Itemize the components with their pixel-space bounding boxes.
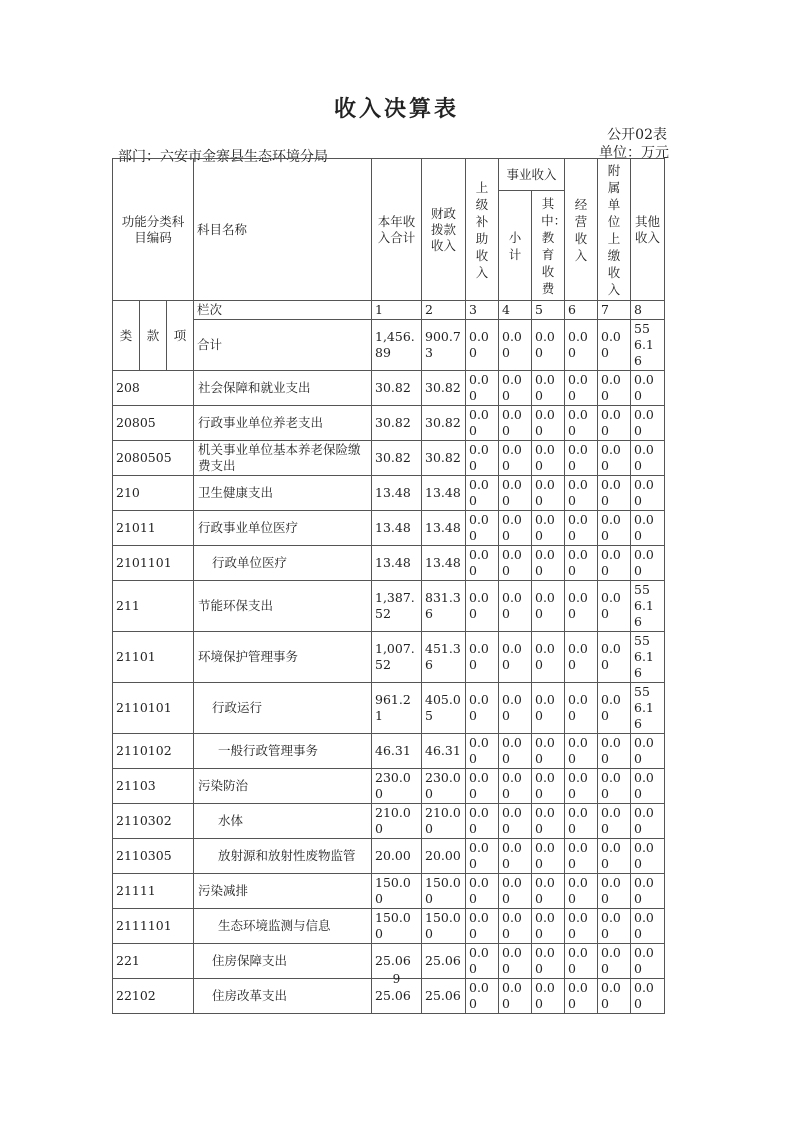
department-label: 部门：六安市金寨县生态环境分局	[118, 149, 328, 165]
row-value: 0.00	[598, 874, 631, 909]
col-num: 2	[422, 301, 466, 320]
other-header: 其他收入	[631, 159, 665, 301]
row-value: 0.00	[631, 769, 665, 804]
row-code: 2110101	[113, 683, 194, 734]
row-value: 0.00	[565, 511, 598, 546]
row-value: 0.00	[598, 546, 631, 581]
row-value: 0.00	[466, 734, 499, 769]
row-value: 0.00	[631, 909, 665, 944]
row-value: 0.00	[598, 632, 631, 683]
row-name: 行政事业单位养老支出	[194, 406, 372, 441]
table-row	[113, 804, 665, 839]
row-value: 13.48	[372, 546, 422, 581]
unit-label: 单位：万元	[599, 145, 669, 161]
page-title: 收入决算表	[333, 96, 459, 122]
affiliated-header: 附属单位上缴收入	[598, 159, 631, 301]
edu-header: 其中：教育收费	[532, 191, 565, 301]
row-value: 30.82	[372, 406, 422, 441]
row-value: 1,007.52	[372, 632, 422, 683]
row-value: 150.00	[372, 874, 422, 909]
row-value: 0.00	[532, 874, 565, 909]
row-value: 30.82	[372, 441, 422, 476]
total-cell: 0.00	[499, 320, 532, 371]
row-value: 0.00	[598, 979, 631, 1014]
table-row	[113, 909, 665, 944]
row-value: 556.16	[631, 632, 665, 683]
row-value: 0.00	[532, 476, 565, 511]
row-value: 0.00	[499, 839, 532, 874]
row-value: 0.00	[466, 476, 499, 511]
superior-header: 上级补助收入	[466, 159, 499, 301]
row-value: 0.00	[499, 546, 532, 581]
row-value: 0.00	[565, 839, 598, 874]
row-value: 0.00	[466, 979, 499, 1014]
col-num: 1	[372, 301, 422, 320]
row-value: 0.00	[631, 804, 665, 839]
row-value: 0.00	[532, 511, 565, 546]
row-value: 0.00	[466, 632, 499, 683]
row-value: 0.00	[598, 406, 631, 441]
row-value: 0.00	[499, 804, 532, 839]
row-value: 0.00	[631, 874, 665, 909]
row-value: 0.00	[499, 371, 532, 406]
total-cell: 0.00	[532, 320, 565, 371]
row-value: 30.82	[422, 406, 466, 441]
row-value: 25.06	[372, 979, 422, 1014]
col-num: 8	[631, 301, 665, 320]
row-value: 0.00	[631, 371, 665, 406]
row-value: 0.00	[565, 476, 598, 511]
row-value: 25.06	[422, 979, 466, 1014]
row-value: 0.00	[499, 944, 532, 979]
row-value: 0.00	[532, 546, 565, 581]
row-value: 0.00	[631, 476, 665, 511]
code-header: 功能分类科目编码	[113, 159, 194, 301]
row-value: 46.31	[422, 734, 466, 769]
row-value: 0.00	[565, 441, 598, 476]
row-name: 污染减排	[194, 874, 372, 909]
table-row	[113, 511, 665, 546]
row-code: 21101	[113, 632, 194, 683]
row-value: 0.00	[598, 734, 631, 769]
row-value: 0.00	[565, 979, 598, 1014]
row-value: 0.00	[499, 909, 532, 944]
row-value: 0.00	[466, 371, 499, 406]
row-value: 0.00	[499, 581, 532, 632]
row-name: 一般行政管理事务	[194, 734, 372, 769]
row-name: 节能环保支出	[194, 581, 372, 632]
row-name: 生态环境监测与信息	[194, 909, 372, 944]
row-name: 行政单位医疗	[194, 546, 372, 581]
operating-header: 经营收入	[565, 159, 598, 301]
row-value: 0.00	[565, 406, 598, 441]
row-value: 0.00	[598, 476, 631, 511]
name-header: 科目名称	[194, 159, 372, 301]
row-value: 0.00	[565, 581, 598, 632]
row-code: 2110102	[113, 734, 194, 769]
table-row	[113, 769, 665, 804]
row-code: 20805	[113, 406, 194, 441]
row-code: 211	[113, 581, 194, 632]
total-cell: 0.00	[598, 320, 631, 371]
row-value: 0.00	[532, 581, 565, 632]
row-value: 0.00	[499, 476, 532, 511]
table-row	[113, 371, 665, 406]
row-value: 0.00	[631, 979, 665, 1014]
total-cell: 900.73	[422, 320, 466, 371]
row-value: 0.00	[631, 441, 665, 476]
row-value: 0.00	[598, 804, 631, 839]
row-name: 水体	[194, 804, 372, 839]
row-value: 0.00	[631, 839, 665, 874]
row-name: 社会保障和就业支出	[194, 371, 372, 406]
table-row	[113, 839, 665, 874]
row-value: 405.05	[422, 683, 466, 734]
income-table	[112, 158, 665, 1014]
row-value: 0.00	[565, 632, 598, 683]
table-row	[113, 476, 665, 511]
table-row	[113, 632, 665, 683]
total-cell: 1,456.89	[372, 320, 422, 371]
row-value: 0.00	[532, 734, 565, 769]
row-code: 210	[113, 476, 194, 511]
lei-header: 类	[113, 301, 140, 371]
row-value: 0.00	[499, 441, 532, 476]
row-value: 0.00	[499, 511, 532, 546]
row-value: 30.82	[422, 371, 466, 406]
row-value: 0.00	[565, 769, 598, 804]
col-num: 7	[598, 301, 631, 320]
row-value: 0.00	[466, 683, 499, 734]
row-value: 30.82	[422, 441, 466, 476]
col-num: 6	[565, 301, 598, 320]
row-value: 210.00	[422, 804, 466, 839]
row-value: 0.00	[598, 581, 631, 632]
row-value: 150.00	[422, 874, 466, 909]
row-value: 0.00	[532, 909, 565, 944]
row-code: 2110305	[113, 839, 194, 874]
row-code: 221	[113, 944, 194, 979]
row-value: 46.31	[372, 734, 422, 769]
row-value: 0.00	[466, 804, 499, 839]
row-name: 行政运行	[194, 683, 372, 734]
row-value: 0.00	[631, 406, 665, 441]
row-value: 20.00	[372, 839, 422, 874]
row-value: 556.16	[631, 581, 665, 632]
row-value: 0.00	[631, 546, 665, 581]
table-row	[113, 406, 665, 441]
row-code: 21111	[113, 874, 194, 909]
table-row	[113, 874, 665, 909]
lanci-label: 栏次	[194, 301, 372, 320]
row-value: 0.00	[499, 979, 532, 1014]
row-value: 0.00	[565, 734, 598, 769]
row-value: 0.00	[598, 371, 631, 406]
kuan-header: 款	[140, 301, 167, 371]
row-value: 25.06	[372, 944, 422, 979]
table-row	[113, 441, 665, 476]
row-value: 0.00	[532, 632, 565, 683]
row-value: 0.00	[532, 406, 565, 441]
row-value: 0.00	[499, 632, 532, 683]
row-value: 451.36	[422, 632, 466, 683]
row-code: 21011	[113, 511, 194, 546]
row-value: 13.48	[422, 511, 466, 546]
total-cell: 0.00	[466, 320, 499, 371]
total-header: 本年收入合计	[372, 159, 422, 301]
row-value: 0.00	[565, 546, 598, 581]
row-value: 0.00	[565, 874, 598, 909]
row-value: 0.00	[598, 909, 631, 944]
row-value: 0.00	[466, 441, 499, 476]
row-value: 150.00	[372, 909, 422, 944]
row-value: 0.00	[631, 734, 665, 769]
row-value: 210.00	[372, 804, 422, 839]
row-value: 0.00	[532, 371, 565, 406]
row-name: 卫生健康支出	[194, 476, 372, 511]
table-row	[113, 581, 665, 632]
row-value: 0.00	[598, 839, 631, 874]
col-num: 4	[499, 301, 532, 320]
row-value: 0.00	[499, 769, 532, 804]
row-value: 0.00	[499, 406, 532, 441]
row-code: 2101101	[113, 546, 194, 581]
col-num: 3	[466, 301, 499, 320]
row-value: 13.48	[422, 546, 466, 581]
row-value: 20.00	[422, 839, 466, 874]
col-num: 5	[532, 301, 565, 320]
form-number: 公开02表	[607, 127, 667, 143]
total-label: 合计	[194, 320, 372, 371]
page-number: 9	[392, 972, 401, 986]
table-row	[113, 683, 665, 734]
row-value: 0.00	[565, 371, 598, 406]
business-header: 事业收入	[499, 159, 565, 191]
row-value: 0.00	[631, 511, 665, 546]
row-value: 0.00	[466, 874, 499, 909]
row-name: 行政事业单位医疗	[194, 511, 372, 546]
row-value: 13.48	[372, 511, 422, 546]
table-row	[113, 734, 665, 769]
total-row	[113, 320, 665, 371]
row-value: 0.00	[466, 944, 499, 979]
row-value: 0.00	[598, 683, 631, 734]
row-value: 0.00	[598, 944, 631, 979]
row-value: 0.00	[631, 944, 665, 979]
row-code: 22102	[113, 979, 194, 1014]
row-name: 住房改革支出	[194, 979, 372, 1014]
row-value: 0.00	[466, 546, 499, 581]
total-cell: 0.00	[565, 320, 598, 371]
table-row	[113, 546, 665, 581]
row-value: 0.00	[499, 734, 532, 769]
row-value: 0.00	[466, 511, 499, 546]
row-value: 25.06	[422, 944, 466, 979]
xiang-header: 项	[167, 301, 194, 371]
row-name: 环境保护管理事务	[194, 632, 372, 683]
row-value: 0.00	[598, 769, 631, 804]
row-value: 0.00	[466, 839, 499, 874]
row-value: 831.36	[422, 581, 466, 632]
row-value: 0.00	[532, 683, 565, 734]
row-value: 556.16	[631, 683, 665, 734]
row-name: 住房保障支出	[194, 944, 372, 979]
row-value: 0.00	[565, 683, 598, 734]
total-cell: 556.16	[631, 320, 665, 371]
row-value: 13.48	[372, 476, 422, 511]
row-value: 0.00	[598, 511, 631, 546]
subtotal-header: 小计	[499, 191, 532, 301]
row-value: 30.82	[372, 371, 422, 406]
row-code: 2080505	[113, 441, 194, 476]
row-value: 0.00	[565, 944, 598, 979]
row-value: 150.00	[422, 909, 466, 944]
row-value: 0.00	[466, 581, 499, 632]
row-name: 机关事业单位基本养老保险缴费支出	[194, 441, 372, 476]
row-code: 2111101	[113, 909, 194, 944]
row-code: 2110302	[113, 804, 194, 839]
row-value: 0.00	[532, 441, 565, 476]
row-value: 0.00	[466, 406, 499, 441]
row-value: 961.21	[372, 683, 422, 734]
fiscal-header: 财政拨款收入	[422, 159, 466, 301]
row-value: 13.48	[422, 476, 466, 511]
row-code: 208	[113, 371, 194, 406]
row-value: 230.00	[372, 769, 422, 804]
row-value: 0.00	[565, 804, 598, 839]
row-name: 放射源和放射性废物监管	[194, 839, 372, 874]
row-value: 0.00	[532, 769, 565, 804]
row-value: 0.00	[466, 769, 499, 804]
row-value: 0.00	[532, 979, 565, 1014]
row-value: 0.00	[532, 839, 565, 874]
row-value: 0.00	[565, 909, 598, 944]
row-value: 0.00	[598, 441, 631, 476]
row-code: 21103	[113, 769, 194, 804]
row-value: 0.00	[499, 874, 532, 909]
row-name: 污染防治	[194, 769, 372, 804]
row-value: 0.00	[499, 683, 532, 734]
row-value: 0.00	[466, 909, 499, 944]
row-value: 230.00	[422, 769, 466, 804]
row-value: 1,387.52	[372, 581, 422, 632]
row-value: 0.00	[532, 944, 565, 979]
row-value: 0.00	[532, 804, 565, 839]
